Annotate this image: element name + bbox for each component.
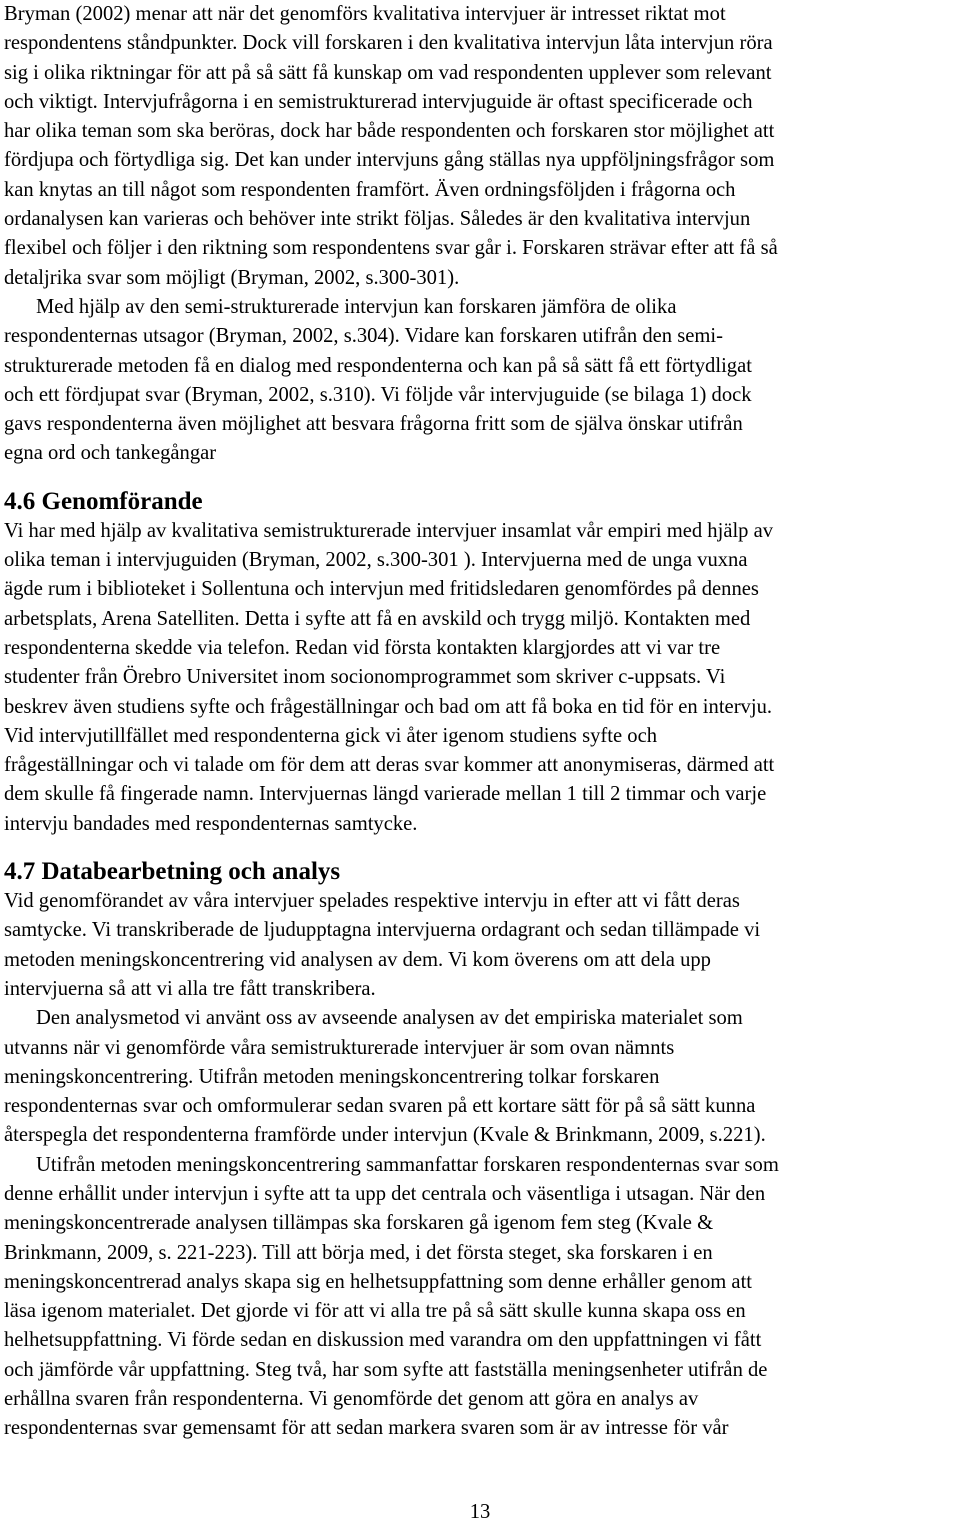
text-line: sig i olika riktningar för att på så sätt få kunskap om vad respondenten upplever som relevant [4,61,772,84]
text-line: ordanalysen kan varieras och behöver inte strikt följas. Således är den kvalitativa intervjun [4,208,751,231]
text-line: och ett fördjupat svar (Bryman, 2002, s.310). Vi följde vår intervjuguide (se bilaga 1) dock [4,383,752,406]
text-line: meningskoncentrerade analysen tillämpas ska forskaren gå igenom fem steg (Kvale & [4,1212,714,1235]
paragraph-semi-structured [4,293,954,469]
text-line: fördjupa och förtydliga sig. Det kan under intervjuns gång ställas nya uppföljningsfrågor som [4,149,775,172]
text-line: helhetsuppfattning. Vi förde sedan en diskussion med varandra om den uppfattningen vi fått [4,1329,762,1352]
paragraph-analysis-method [4,1004,954,1150]
text-line: detaljrika svar som möjligt (Bryman, 2002, s.300-301). [4,266,460,289]
text-line: utvanns när vi genomförde våra semistrukturerade intervjuer är som ovan nämnts [4,1036,675,1059]
text-line: och viktigt. Intervjufrågorna i en semistrukturerad intervjuguide är oftast specificerade och [4,90,753,113]
text-line: Med hjälp av den semi-strukturerade intervjun kan forskaren jämföra de olika [36,295,677,318]
text-line: och jämförde vår uppfattning. Steg två, har som syfte att fastställa meningsenheter utifrån de [4,1358,768,1381]
text-line: dem skulle få fingerade namn. Intervjuernas längd varierade mellan 1 till 2 timmar och varje [4,783,767,806]
text-line: strukturerade metoden få en dialog med respondenterna och kan på så sätt få ett förtydligat [4,354,752,377]
text-line: har olika teman som ska beröras, dock har både respondenten och forskaren stor möjlighet att [4,120,775,143]
paragraph-genomforande [4,517,954,839]
text-line: Brinkmann, 2009, s. 221-223). Till att börja med, i det första steget, ska forskaren i en [4,1241,713,1264]
section-heading-databearbetning: 4.7 Databearbetning och analys [4,858,341,886]
text-line: Vid intervjutillfället med respondenterna gick vi åter igenom studiens syfte och [4,724,658,747]
text-line: samtycke. Vi transkriberade de ljudupptagna intervjuerna ordagrant och sedan tillämpade vi [4,919,761,942]
text-line: Vi har med hjälp av kvalitativa semistrukturerade intervjuer insamlat vår empiri med hjälp av [4,519,774,542]
text-line: meningskoncentrerad analys skapa sig en helhetsuppfattning som denne erhåller genom att [4,1270,753,1293]
text-line: denne erhållit under intervjun i syfte att ta upp det centrala och väsentliga i utsagan. När den [4,1182,766,1205]
text-line: Vid genomförandet av våra intervjuer spelades respektive intervju in efter att vi fått deras [4,890,740,913]
text-line: erhållna svaren från respondenterna. Vi genomförde det genom att göra en analys av [4,1388,699,1411]
text-line: ägde rum i biblioteket i Sollentuna och intervjun med fritidsledaren genomfördes på dennes [4,578,759,601]
text-line: läsa igenom materialet. Det gjorde vi för att vi alla tre på så sätt skulle kunna skapa oss en [4,1300,746,1323]
text-line: meningskoncentrering. Utifrån metoden meningskoncentrering tolkar forskaren [4,1065,660,1088]
paragraph-recording-transcription [4,887,954,1004]
page-number: 13 [469,1501,491,1523]
text-line: Den analysmetod vi använt oss av avseende analysen av det empiriska materialet som [36,1007,743,1030]
text-line: intervju bandades med respondenternas samtycke. [4,812,418,835]
text-line: egna ord och tankegångar [4,442,217,465]
section-heading-genomforande: 4.6 Genomförande [4,487,203,515]
text-line: intervjuerna så att vi alla tre fått transkribera. [4,977,376,1000]
text-line: återspegla det respondenterna framförde under intervjun (Kvale & Brinkmann, 2009, s.221). [4,1124,766,1147]
document-page [4,0,954,1444]
text-line: respondentens ståndpunkter. Dock vill forskaren i den kvalitativa intervjun låta intervjun röra [4,32,773,55]
text-line: studenter från Örebro Universitet inom socionomprogrammet som skriver c-uppsats. Vi [4,666,726,689]
text-line: flexibel och följer i den riktning som respondentens svar går i. Forskaren strävar efter att få så [4,237,778,260]
text-line: metoden meningskoncentrering vid analysen av dem. Vi kom överens om att dela upp [4,948,711,971]
text-line: Utifrån metoden meningskoncentrering sammanfattar forskaren respondenternas svar som [36,1153,779,1176]
text-line: frågeställningar och vi talade om för dem att deras svar kommer att anonymiseras, därmed att [4,754,775,777]
paragraph-qualitative-interview [4,0,954,293]
text-line: respondenternas svar och omformulerar sedan svaren på ett kortare sätt för på så sätt kunna [4,1095,756,1118]
text-line: arbetsplats, Arena Satelliten. Detta i syfte att få en avskild och trygg miljö. Kontakten med [4,607,751,630]
text-line: respondenternas svar gemensamt för att sedan markera svaren som är av intresse för vår [4,1417,729,1440]
text-line: Bryman (2002) menar att när det genomförs kvalitativa intervjuer är intresset riktat mot [4,3,726,25]
text-line: respondenterna skedde via telefon. Redan vid första kontakten klargjordes att vi var tre [4,636,721,659]
text-line: kan knytas an till något som respondenten framfört. Även ordningsföljden i frågorna och [4,178,736,201]
text-line: gavs respondenterna även möjlighet att besvara frågorna fritt som de själva önskar utifrån [4,413,743,436]
paragraph-meaning-condensation [4,1151,954,1444]
text-line: respondenternas utsagor (Bryman, 2002, s.304). Vidare kan forskaren utifrån den semi- [4,325,723,348]
text-line: beskrev även studiens syfte och frågeställningar och bad om att få boka en tid för en intervju. [4,695,773,718]
text-line: olika teman i intervjuguiden (Bryman, 2002, s.300-301 ). Intervjuerna med de unga vuxna [4,549,748,572]
